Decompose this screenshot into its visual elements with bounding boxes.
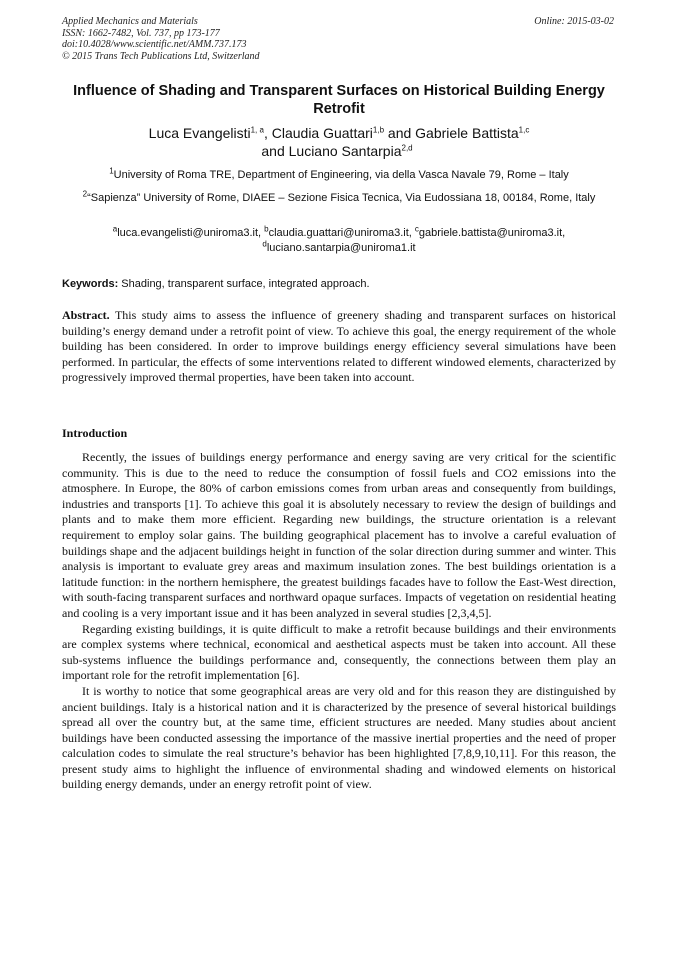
paragraph: It is worthy to notice that some geographical areas are very old and for this reason they are distinguished by ancient buildings. Italy is a historical nation and it is characterized by the presence of several historical buildings spread all over the country but, at the same time, efficient structures are needed. Many studies about ancient buildings have been conducted assessing the importance of the massive inertial properties and the need of proper calculation codes to simulate the real structure’s behavior has been highlighted [7,8,9,10,11]. For this reason, the present study aims to highlight the influence of environmental shading and windowed elements on historical building energy demands, under an energy retrofit point of view. xyxy=(62,683,616,792)
author-emails: $^a$luca.evangelisti@uniroma3.it, $^b$claudia.guattari@uniroma3.it, $^c$gabriele.battista@uniroma3.it, $^d$luciano.santarpia@uniroma1.it xyxy=(112,224,566,254)
author-name: Claudia Guattari xyxy=(271,125,373,141)
introduction-body xyxy=(62,450,616,793)
email-link[interactable]: luciano.santarpia@uniroma1.it xyxy=(266,242,416,254)
abstract-label: Abstract. xyxy=(62,308,110,322)
paragraph: Recently, the issues of buildings energy performance and energy saving are very critical for the scientific community. This is due to the need to reduce the consumption of fossil fuels and CO2 emissions into the atmosphere. In Europe, the 80% of carbon emissions comes from urban areas and consequently from buildings, industries and transports [1]. To achieve this goal it is absolutely necessary to review the design of buildings and plants and to make them more efficient. Regarding new buildings, the structure orientation is a relevant requirement to employ solar gains. The building geographical placement has to involve a careful evaluation of buildings shape and the adjacent buildings height in function of the solar direction during summer and winter. This analysis is important to evaluate grey areas and maximum insulation zones. The best buildings orientation is a latitude function: in the northern hemisphere, the greatest buildings facades have to follow the East-West direction, with south-facing transparent surfaces and northward opaque surfaces. Impacts of vegetation on residential heating and cooling is a very important issue and it has been analyzed in several studies [2,3,4,5]. xyxy=(62,450,616,620)
author-sup: 2,d xyxy=(401,143,413,153)
keywords xyxy=(62,277,616,292)
affiliation-2: $^2$“Sapienza” University of Rome, DIAEE – Sezione Fisica Tecnica, Via Eudossiana 18, 00184, Rome, Italy xyxy=(82,189,596,204)
section-heading: Introduction xyxy=(62,426,128,440)
author-name: Luciano Santarpia xyxy=(288,143,402,159)
email-link[interactable]: luca.evangelisti@uniroma3.it, xyxy=(117,227,265,239)
keywords-text: Shading, transparent surface, integrated approach. xyxy=(118,278,370,290)
online-date: Online: 2015-03-02 xyxy=(534,16,614,27)
email-link[interactable]: gabriele.battista@uniroma3.it, xyxy=(418,227,566,239)
journal-header xyxy=(62,16,260,62)
author-list: Luca Evangelisti$^{1, a}$, Claudia Guattari$^{1,b}$ and Gabriele Battista$^{1,c}$ and Luciano Santarpia$^{2,d}$ xyxy=(148,125,530,159)
journal-name: Applied Mechanics and Materials xyxy=(62,16,198,27)
paper-title: Influence of Shading and Transparent Surfaces on Historical Building Energy Retrofit xyxy=(73,83,605,117)
affiliation-1: $^1$University of Roma TRE, Department of Engineering, via della Vasca Navale 79, Rome – Italy xyxy=(109,166,569,181)
author-sup: 1, a xyxy=(250,125,264,135)
author-name: Gabriele Battista xyxy=(415,125,519,141)
author-sup: 1,b xyxy=(372,125,385,135)
copyright-line: © 2015 Trans Tech Publications Ltd, Switzerland xyxy=(62,50,260,62)
issn-line: ISSN: 1662-7482, Vol. 737, pp 173-177 xyxy=(62,27,220,39)
email-link[interactable]: claudia.guattari@uniroma3.it, xyxy=(268,227,415,239)
abstract-text: This study aims to assess the influence of greenery shading and transparent surfaces on historical building’s energy demand under a retrofit point of view. To achieve this goal, the energy requirement of the whole building has been considered. In order to improve buildings energy efficiency several simulations have been performed. In particular, the effects of some interventions related to different windowed elements, characterized by progressively improved thermal properties, have been taken into account. xyxy=(62,308,616,385)
author-name: Luca Evangelisti xyxy=(148,125,251,141)
keywords-label: Keywords: xyxy=(62,278,119,290)
doi-line: doi:10.4028/www.scientific.net/AMM.737.173 xyxy=(62,39,247,50)
author-sup: 1,c xyxy=(518,125,530,135)
paragraph: Regarding existing buildings, it is quite difficult to make a retrofit because buildings and their environments are complex systems where technical, economical and aesthetical aspects must be taken into account. All these sub-systems influence the buildings performance and, consequently, the connections between them play an important role for the retrofit implementation [6]. xyxy=(62,621,616,683)
abstract xyxy=(62,308,616,386)
